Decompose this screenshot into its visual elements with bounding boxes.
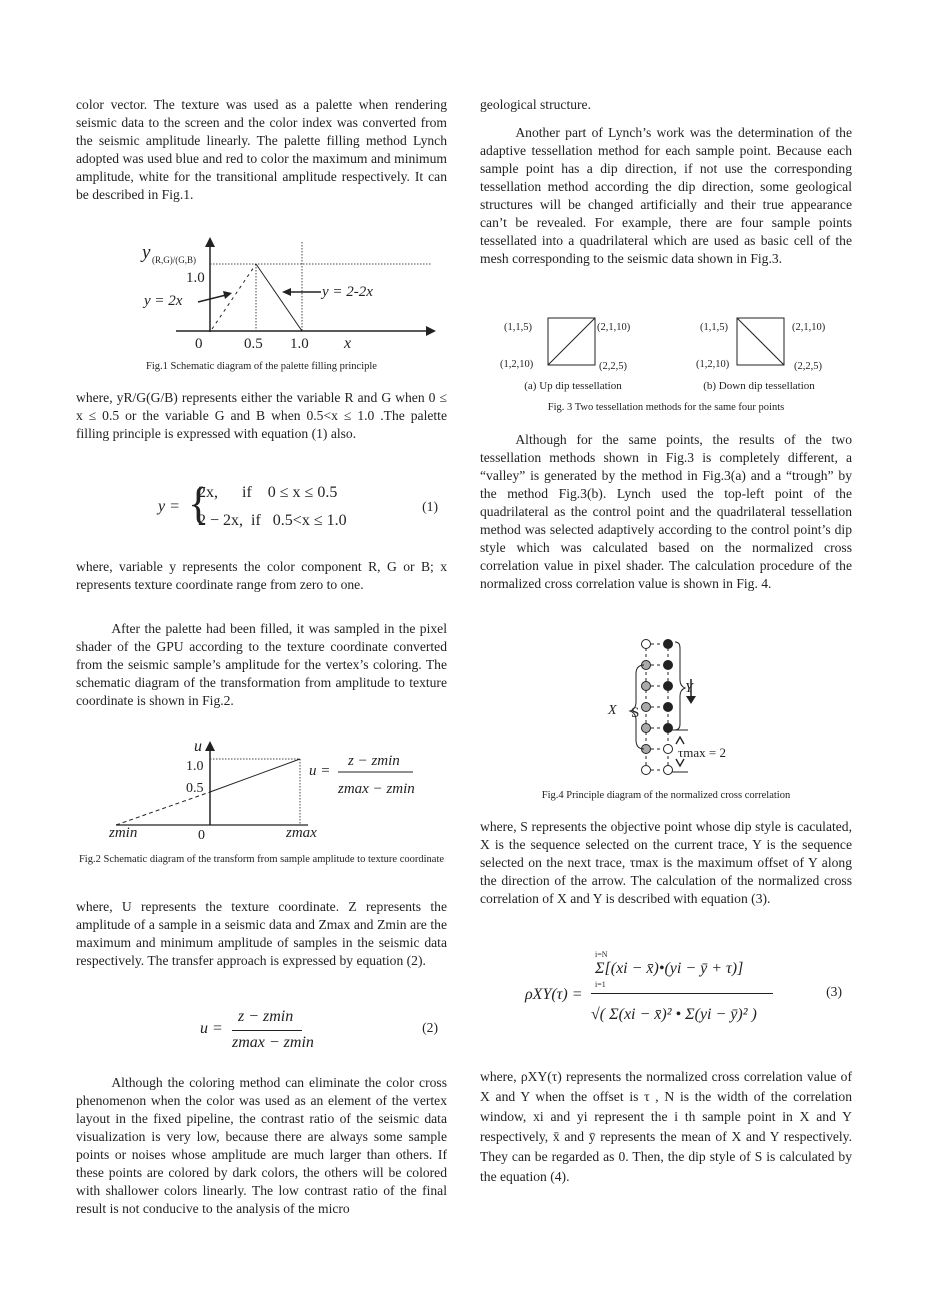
svg-text:(R,G)/(G,B): (R,G)/(G,B) [152,255,196,265]
svg-text:zmin: zmin [109,825,138,841]
line-y-2-2x [256,264,302,331]
figure-1-caption: Fig.1 Schematic diagram of the palette filling principle [146,361,377,372]
svg-text:1.0: 1.0 [186,270,205,286]
svg-text:1.0: 1.0 [186,759,204,774]
svg-text:(2,2,5): (2,2,5) [794,361,822,372]
svg-text:(2,2,5): (2,2,5) [599,361,627,372]
figure-3a-label: (a) Up dip tessellation [524,380,622,392]
svg-text:0: 0 [195,336,203,352]
sample-point [642,682,651,691]
svg-text:(1,2,10): (1,2,10) [500,359,534,370]
sample-point [664,724,673,733]
svg-text:z − zmin: z − zmin [348,753,400,769]
sample-point [664,640,673,649]
sample-point [664,703,673,712]
svg-text:(1,1,5): (1,1,5) [700,322,728,333]
figure-4 [600,636,760,780]
sample-point [642,766,651,775]
svg-text:0.5: 0.5 [186,781,204,796]
svg-text:0.5: 0.5 [244,336,263,352]
svg-text:x: x [344,335,352,352]
figure-1 [76,232,456,357]
paragraph: where, S represents the objective point whose dip style is caculated, X is the sequence selected on the current trace, Y is the sequence selected on the next trace, τmax is the maximum offset of Y along the direction of the arrow. The calculation of the normalized cross correlation of X and Y is described with equation (3). [480,819,852,906]
svg-text:y: y [142,242,151,263]
svg-text:1.0: 1.0 [290,336,309,352]
sample-point [642,724,651,733]
paragraph: geological structure. [480,97,591,112]
svg-text:0: 0 [198,828,205,843]
paragraph: Although for the same points, the results of the two tessellation methods shown in Fig.3 is completely different, a “valley” is generated by the method in Fig.3(a) and a “trough” by the method Fig.3(b). Lynch used the top-left point of the quadrilateral as the control point and the quadrilateral tessellation method was selected adaptively according to the control point’s dip style which was calculated based on the normalized cross correlation value in pixel shader. The calculation procedure of the normalized cross correlation value is shown in Fig. 4. [480,432,852,591]
svg-text:y = 2x: y = 2x [144,293,183,309]
sample-point [664,745,673,754]
sample-point [642,703,651,712]
svg-text:zmax: zmax [286,825,317,841]
svg-text:(1,1,5): (1,1,5) [504,322,532,333]
figure-3 [480,312,852,374]
sample-point [664,661,673,670]
figure-2-caption: Fig.2 Schematic diagram of the transform from sample amplitude to texture coordinate [78,854,445,865]
figure-3b-label: (b) Down dip tessellation [703,380,815,392]
svg-text:(2,1,10): (2,1,10) [792,322,826,333]
paragraph: where, ρXY(τ) represents the normalized cross correlation value of X and Y when the offset is τ , N is the width of the correlation window, xi and yi represent the i th sample point in X and Y respectively, x̄ and ȳ represents the mean of X and Y respectively. They can be regarded as 0. Then, the dip style of S is calculated by the equation (4). [480,1069,852,1184]
paragraph: where, yR/G(G/B) represents either the variable R and G when 0 ≤ x ≤ 0.5 or the variable G and B when 0.5<x ≤ 1.0 .The palette filling principle is expressed with equation (1) also. [76,390,447,441]
svg-text:S: S [631,705,640,721]
svg-text:Y: Y [685,681,693,696]
paragraph: where, U represents the texture coordinate. Z represents the amplitude of a sample in a seismic data and Zmax and Zmin are the maximum and minimum amplitude of samples in the seismic data respectively. The transfer approach is expressed by equation (2). [76,899,447,968]
paragraph: color vector. The texture was used as a palette when rendering seismic data to the screen and the color index was converted from the seismic amplitude linearly. The palette filling method Lynch adopted was used blue and red to color the maximum and minimum amplitude, white for the transitional amplitude respectively. It can be described in Fig.1. [76,97,447,202]
figure-3-caption: Fig. 3 Two tessellation methods for the same four points [547,402,785,413]
svg-text:zmax − zmin: zmax − zmin [338,781,415,797]
svg-text:y = 2-2x: y = 2-2x [322,284,373,300]
figure-2 [76,735,456,845]
svg-text:τmax = 2: τmax = 2 [678,745,726,760]
paragraph: Although the coloring method can eliminate the color cross phenomenon when the color was used as an element of the vertex layout in the fixed pipeline, the contrast ratio of the seismic data visualization is very low, because there are always some sample points or noises whose amplitude are much larger than others. If these points are colored by dark colors, the others will be colored with shallower colors linearly. The low contrast ratio of the final result is not conducive to the analysis of the micro [76,1075,447,1216]
equation-3: ρXY(τ) = i=N Σ[(xi − x̄)•(yi − ȳ + τ)] i=1 √( Σ(xi − x̄)² • Σ(yi − ȳ)² ) (3) [525,950,842,1023]
svg-text:u =: u = [309,763,331,779]
paragraph: After the palette had been filled, it was sampled in the pixel shader of the GPU according to the texture coordinate converted from the seismic sample’s amplitude for the vertex’s coloring. The schematic diagram of the transformation from amplitude to texture coordinate is shown in Fig.2. [76,621,447,708]
svg-text:(1,2,10): (1,2,10) [696,359,730,370]
equation-2: u = z − zmin zmax − zmin (2) [200,1008,438,1051]
sample-point [642,640,651,649]
sample-point [664,766,673,775]
figure-4-caption: Fig.4 Principle diagram of the normalized cross correlation [541,790,791,801]
svg-text:X: X [608,703,617,718]
svg-text:(2,1,10): (2,1,10) [597,322,631,333]
svg-text:u: u [194,738,202,755]
sample-point [664,682,673,691]
paragraph: Another part of Lynch’s work was the determination of the adaptive tessellation method for each sample point. Because each sample point has a dip direction, if not use the corresponding tessellation method according the dip direction, some geological structures will be changed artificially and their true appearance can’t be revealed. For example, there are four sample points tessellated into a quadrilateral which are used as basic cell of the mesh corresponding to the seismic data shown in Fig.3. [480,125,852,266]
paragraph: where, variable y represents the color component R, G or B; x represents texture coordinate range from zero to one. [76,559,447,592]
equation-1: y = { 2x, if 0 ≤ x ≤ 0.5 2 − 2x, if 0.5<x ≤ 1.0 (1) [158,479,438,529]
